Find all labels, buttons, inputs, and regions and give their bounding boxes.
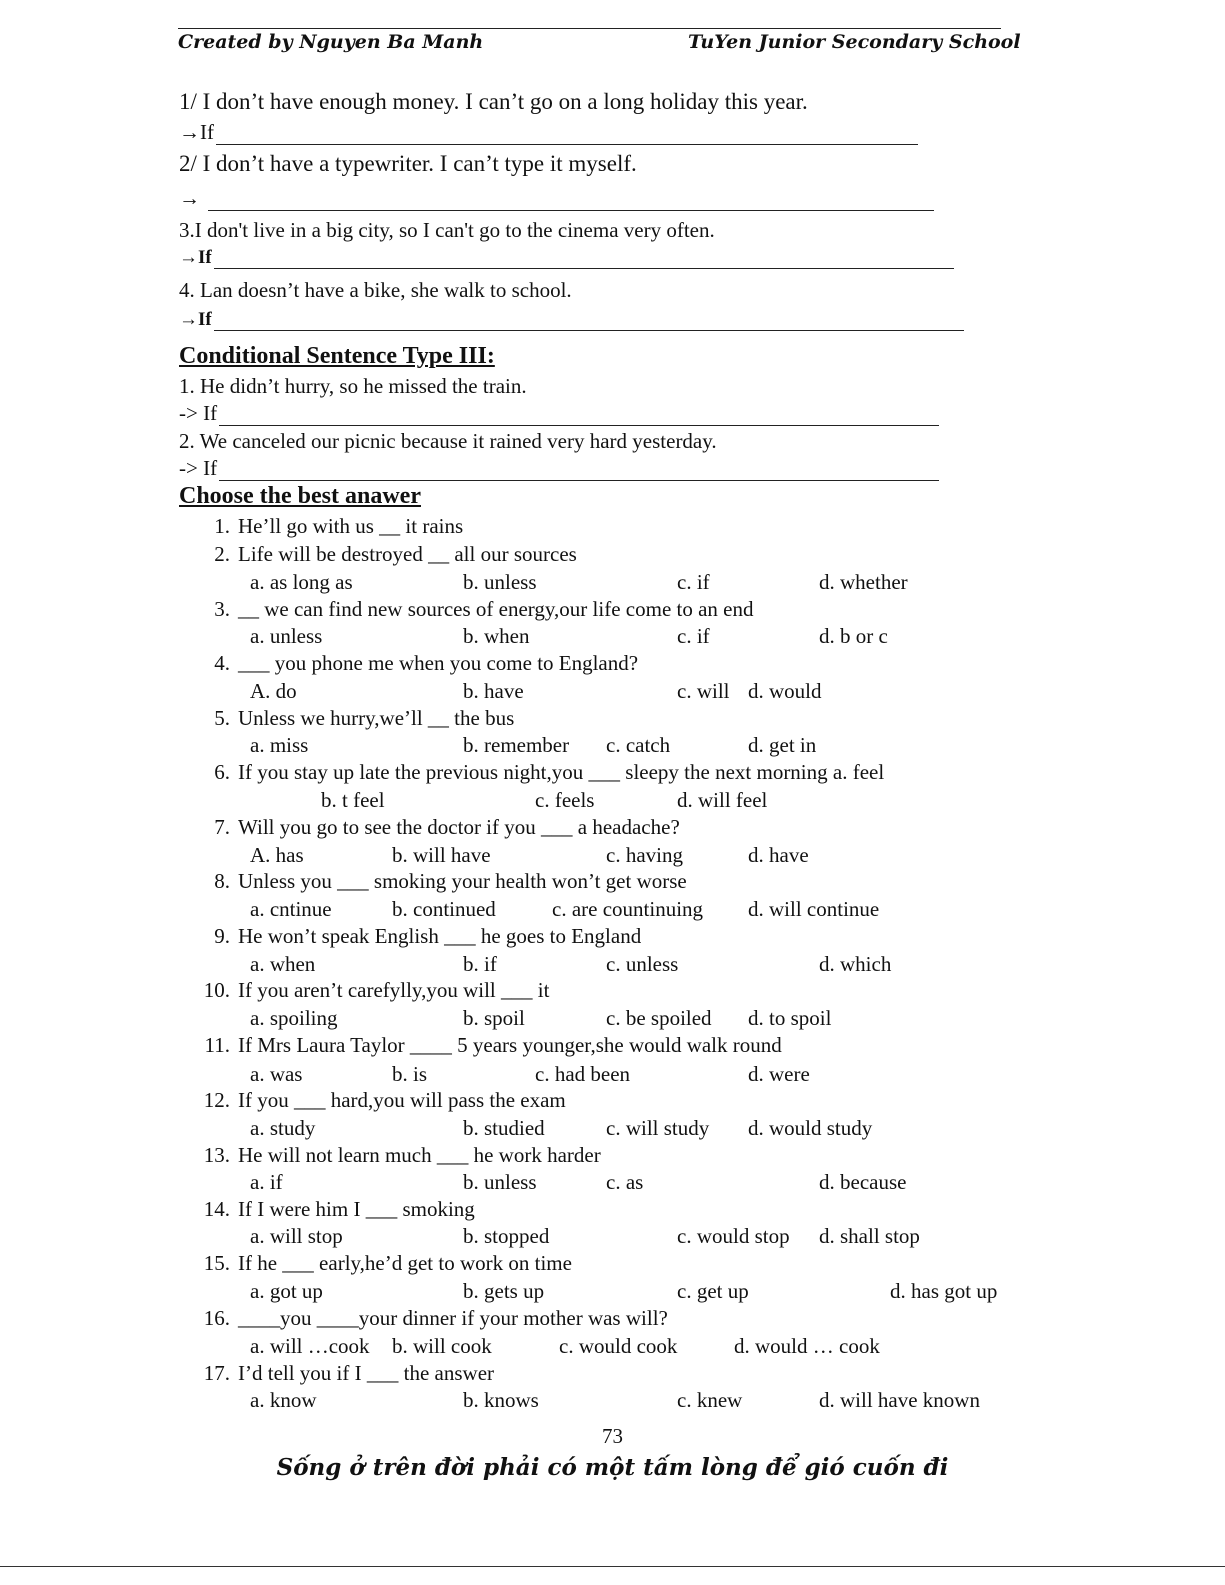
page-header [178, 28, 1021, 59]
answer-option[interactable]: d. shall stop [819, 1224, 920, 1248]
answer-option[interactable]: c. would cook [559, 1334, 678, 1358]
answer-option[interactable]: b. have [463, 679, 524, 703]
answer-option[interactable]: c. knew [677, 1388, 743, 1412]
answer-option[interactable]: A. has [250, 843, 304, 867]
answer-option[interactable]: c. having [606, 843, 683, 867]
answer-option[interactable]: a. will stop [250, 1224, 343, 1248]
question-number: 11. [204, 1033, 230, 1057]
question-text: __ we can find new sources of energy,our life come to an end [238, 597, 754, 621]
rewrite-answer-1 [179, 120, 918, 145]
rewrite-answer-4 [179, 309, 964, 331]
answer-option[interactable]: c. as [606, 1170, 644, 1194]
question-number: 5. [214, 706, 230, 730]
answer-option[interactable]: b. gets up [463, 1279, 545, 1303]
answer-option[interactable]: d. would … cook [734, 1334, 880, 1358]
answer-option[interactable]: a. unless [250, 624, 323, 648]
question-number: 1. [214, 514, 230, 538]
question-number: 14. [203, 1197, 230, 1221]
answer-blank[interactable] [216, 124, 918, 145]
answer-option[interactable]: a. will …cook [250, 1334, 370, 1358]
question-text: If you ___ hard,you will pass the exam [238, 1088, 566, 1112]
footer-motto: Sống ở trên đời phải có một tấm lòng để gió cuốn đi [276, 1454, 949, 1481]
question-text: He will not learn much ___ he work harder [238, 1143, 601, 1167]
rewrite-question-4: 4. Lan doesn’t have a bike, she walk to school. [179, 278, 572, 302]
question-text: Unless you ___ smoking your health won’t get worse [238, 869, 687, 893]
answer-option[interactable]: c. will study [606, 1116, 710, 1140]
question-number: 9. [214, 924, 230, 948]
question-text: If you aren’t carefylly,you will ___ it [238, 978, 550, 1002]
answer-option[interactable]: b. stopped [463, 1224, 550, 1248]
answer-option[interactable]: d. were [748, 1062, 810, 1086]
answer-option[interactable]: b. will have [392, 843, 491, 867]
question-text: If Mrs Laura Taylor ____ 5 years younger,she would walk round [238, 1033, 782, 1057]
rewrite-answer-3 [179, 247, 954, 269]
answer-option[interactable]: a. know [250, 1388, 317, 1412]
answer-option[interactable]: c. had been [535, 1062, 631, 1086]
answer-option[interactable]: c. if [677, 570, 710, 594]
question-number: 13. [203, 1143, 230, 1167]
answer-option[interactable]: d. to spoil [748, 1006, 832, 1030]
section-title-type-iii: Conditional Sentence Type III: [179, 343, 495, 369]
page-divider [0, 1566, 1225, 1567]
question-number: 16. [203, 1306, 230, 1330]
answer-option[interactable]: a. spoiling [250, 1006, 338, 1030]
answer-option[interactable]: a. if [250, 1170, 283, 1194]
answer-option[interactable]: b. studied [463, 1116, 545, 1140]
answer-option[interactable]: d. whether [819, 570, 908, 594]
question-number: 4. [214, 651, 230, 675]
answer-blank[interactable] [219, 460, 939, 481]
answer-blank[interactable] [219, 405, 939, 426]
answer-prompt: →If [179, 309, 212, 330]
question-number: 7. [214, 815, 230, 839]
question-text: He’ll go with us __ it rains [238, 514, 464, 538]
question-number: 2. [214, 542, 230, 566]
question-number: 12. [203, 1088, 230, 1112]
answer-option[interactable]: c. would stop [677, 1224, 790, 1248]
author-credit: Created by Nguyen Ba Manh [178, 31, 484, 53]
answer-option[interactable]: c. feels [535, 788, 595, 812]
answer-blank[interactable] [214, 310, 964, 331]
question-number: 10. [203, 978, 230, 1002]
answer-option[interactable]: b. knows [463, 1388, 539, 1412]
answer-option[interactable]: c. unless [606, 952, 679, 976]
answer-option[interactable]: b. continued [392, 897, 496, 921]
question-text: He won’t speak English ___ he goes to England [238, 924, 642, 948]
answer-option[interactable]: b. will cook [392, 1334, 492, 1358]
question-text: If he ___ early,he’d get to work on time [238, 1251, 572, 1275]
answer-option[interactable]: d. b or c [819, 624, 888, 648]
answer-prompt: →If [179, 120, 214, 144]
answer-option[interactable]: d. which [819, 952, 892, 976]
question-text: Will you go to see the doctor if you ___ a headache? [238, 815, 680, 839]
answer-option[interactable]: d. would study [748, 1116, 873, 1140]
answer-option[interactable]: A. do [250, 679, 297, 703]
question-text: ____you ____your dinner if your mother was will? [238, 1306, 668, 1330]
question-text: I’d tell you if I ___ the answer [238, 1361, 495, 1385]
question-number: 6. [214, 760, 230, 784]
answer-option[interactable]: a. miss [250, 733, 309, 757]
answer-option[interactable]: a. as long as [250, 570, 353, 594]
answer-option[interactable]: d. would [748, 679, 822, 703]
answer-prompt: →If [179, 247, 212, 268]
answer-option[interactable]: a. study [250, 1116, 316, 1140]
question-text: If I were him I ___ smoking [238, 1197, 475, 1221]
question-number: 17. [203, 1361, 230, 1385]
answer-option[interactable]: d. will have known [819, 1388, 980, 1412]
question-text: If you stay up late the previous night,you ___ sleepy the next morning a. feel [238, 760, 885, 784]
type3-question-2: 2. We canceled our picnic because it rained very hard yesterday. [179, 429, 717, 453]
question-text: ___ you phone me when you come to England? [238, 651, 639, 675]
answer-blank[interactable] [208, 190, 934, 211]
question-text: Life will be destroyed __ all our sources [238, 542, 577, 566]
answer-option[interactable]: a. got up [250, 1279, 323, 1303]
answer-blank[interactable] [214, 248, 954, 269]
type3-answer-2 [179, 456, 939, 481]
answer-option[interactable]: b. if [463, 952, 497, 976]
answer-option[interactable]: b. unless [463, 570, 537, 594]
answer-option[interactable]: a. cntinue [250, 897, 332, 921]
school-name: TuYen Junior Secondary School [688, 31, 1021, 53]
answer-option[interactable]: c. get up [677, 1279, 749, 1303]
answer-option[interactable]: a. when [250, 952, 316, 976]
answer-option[interactable]: d. will feel [677, 788, 768, 812]
type3-answer-1 [179, 401, 939, 426]
question-number: 15. [203, 1251, 230, 1275]
answer-option[interactable]: c. if [677, 624, 710, 648]
answer-option[interactable]: b. unless [463, 1170, 537, 1194]
answer-option[interactable]: c. are countinuing [552, 897, 704, 921]
question-number: 3. [214, 597, 230, 621]
answer-option[interactable]: c. catch [606, 733, 671, 757]
answer-option[interactable]: d. will continue [748, 897, 880, 921]
answer-prompt: -> If [179, 456, 218, 480]
answer-option[interactable]: b. spoil [463, 1006, 525, 1030]
rewrite-answer-2 [179, 186, 934, 211]
answer-prompt: -> If [179, 401, 218, 425]
rewrite-question-3: 3.I don't live in a big city, so I can't go to the cinema very often. [179, 218, 715, 242]
question-number: 8. [214, 869, 230, 893]
question-text: Unless we hurry,we’ll __ the bus [238, 706, 515, 730]
answer-option[interactable]: d. because [819, 1170, 907, 1194]
answer-option[interactable]: d. get in [748, 733, 817, 757]
rewrite-question-2: 2/ I don’t have a typewriter. I can’t type it myself. [179, 151, 637, 176]
answer-prompt: → [179, 186, 200, 210]
answer-option[interactable]: c. be spoiled [606, 1006, 712, 1030]
rewrite-question-1: 1/ I don’t have enough money. I can’t go on a long holiday this year. [179, 89, 808, 114]
page-number: 73 [602, 1424, 623, 1448]
section-title-choose: Choose the best anawer [179, 483, 421, 509]
answer-option[interactable]: b. t feel [321, 788, 385, 812]
answer-option[interactable]: c. will [677, 679, 730, 703]
answer-option[interactable]: d. have [748, 843, 809, 867]
answer-option[interactable]: b. is [392, 1062, 428, 1086]
answer-option[interactable]: a. was [250, 1062, 303, 1086]
type3-question-1: 1. He didn’t hurry, so he missed the train. [179, 374, 527, 398]
answer-option[interactable]: b. when [463, 624, 530, 648]
answer-option[interactable]: b. remember [463, 733, 570, 757]
answer-option[interactable]: d. has got up [890, 1279, 998, 1303]
